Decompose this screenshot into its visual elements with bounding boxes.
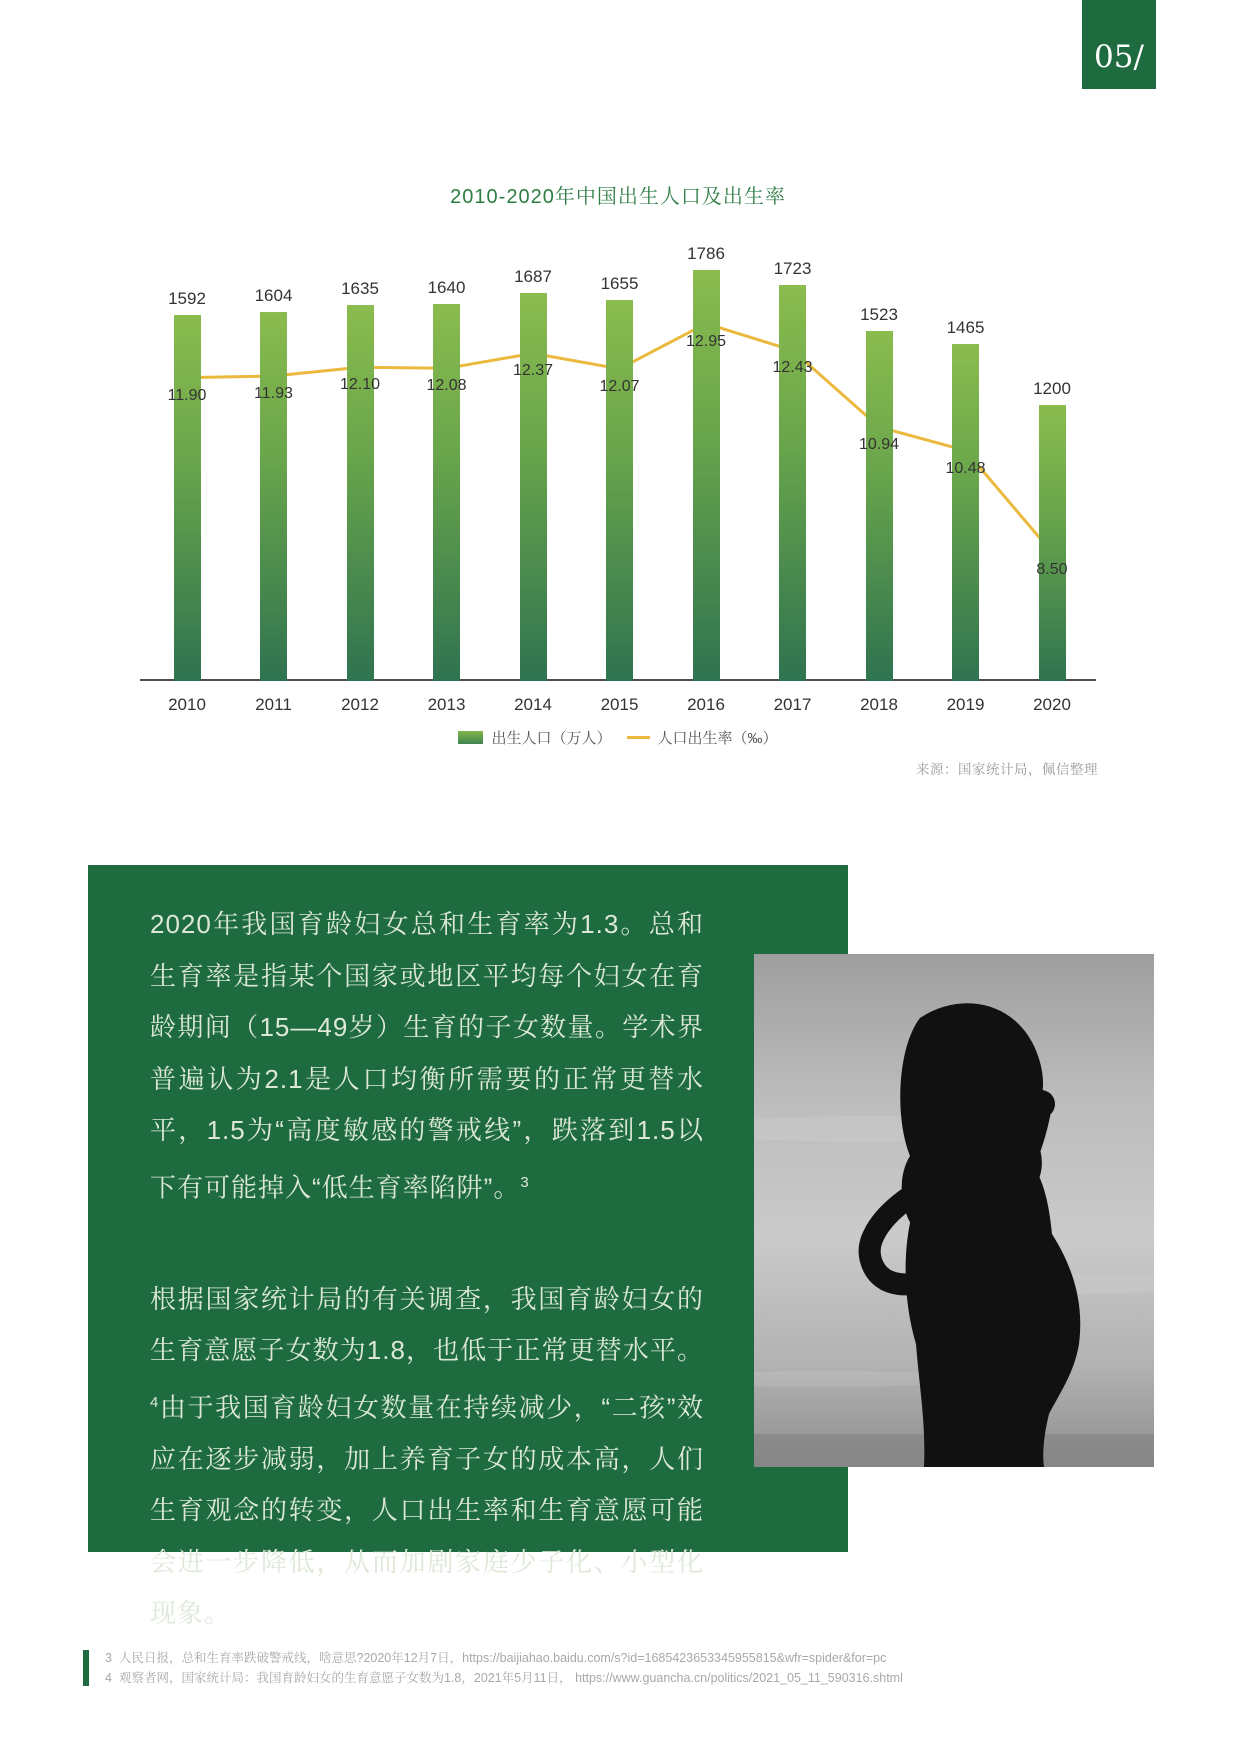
footnote-ref-3: 3	[520, 1173, 530, 1191]
footnote-accent-bar	[83, 1650, 89, 1686]
green-content-box	[88, 865, 848, 1629]
bar-value-label-2019: 1465	[946, 318, 985, 337]
rate-value-label-2011: 11.93	[254, 385, 293, 403]
bar-value-label-2020: 1200	[1033, 379, 1071, 398]
bar-value-label-2012: 1635	[341, 279, 379, 298]
footnotes	[83, 1648, 1183, 1688]
paragraph-2-text-a: 根据国家统计局的有关调查，我国育龄妇女的生育意愿子女数为1.8，也低于正常更替水平。	[150, 1283, 704, 1366]
x-axis-label-2013: 2013	[427, 695, 466, 714]
body-text	[150, 899, 704, 1640]
hand-at-face	[1027, 1090, 1055, 1118]
bar-value-label-2017: 1723	[773, 259, 812, 278]
x-axis-label-2017: 2017	[773, 695, 812, 714]
rate-value-label-2014: 12.37	[512, 362, 554, 380]
bar-value-label-2015: 1655	[600, 274, 639, 293]
legend-label-births: 出生人口（万人）	[491, 729, 612, 747]
x-axis-label-2014: 2014	[514, 695, 552, 714]
rate-value-label-2018: 10.94	[858, 435, 900, 453]
bar-value-label-2013: 1640	[427, 278, 466, 297]
x-axis-label-2018: 2018	[860, 695, 898, 714]
bar-2019	[952, 344, 979, 681]
bar-2013	[433, 304, 460, 681]
footnote-ref-4: 4	[150, 1393, 160, 1411]
bar-swatch-icon	[458, 731, 483, 744]
bar-2012	[347, 305, 374, 681]
bar-2017	[779, 285, 806, 681]
paragraph-2-text-b: 由于我国育龄妇女数量在持续减少，“二孩”效应在逐步减弱，加上养育子女的成本高，人们生育观念的转变，人口出生率和生育意愿可能会进一步降低，从而加剧家庭少子化、小型化现象。	[150, 1392, 704, 1629]
bar-value-label-2016: 1786	[687, 244, 725, 263]
rate-value-label-2012: 12.10	[339, 376, 381, 394]
rate-value-label-2016: 12.95	[685, 332, 727, 350]
bar-2020	[1039, 405, 1066, 681]
bar-value-label-2010: 1592	[168, 289, 206, 308]
head	[936, 1016, 1028, 1108]
rate-value-label-2010: 11.90	[167, 386, 207, 404]
x-axis-label-2012: 2012	[341, 695, 379, 714]
rate-value-label-2013: 12.08	[426, 377, 467, 395]
legend-item-births	[458, 727, 611, 748]
x-axis-label-2015: 2015	[600, 695, 639, 714]
legend-item-birth-rate	[627, 727, 778, 748]
rate-value-label-2019: 10.48	[945, 459, 986, 477]
page-number-text: 05/	[1094, 39, 1144, 75]
x-axis-label-2016: 2016	[687, 695, 725, 714]
line-swatch-icon	[627, 736, 650, 739]
footnote-4-text: 观察者网，国家统计局：我国育龄妇女的生育意愿子女数为1.8，2021年5月11日， https://www.guancha.cn/politics/2021_05_11_590316.shtml	[119, 1671, 903, 1685]
pregnant-woman-photo	[754, 954, 1154, 1467]
bar-2015	[606, 300, 633, 681]
chart-canvas	[0, 0, 1241, 780]
footnote-3-number: 3	[105, 1651, 112, 1665]
paragraph-1-text: 2020年我国育龄妇女总和生育率为1.3。总和生育率是指某个国家或地区平均每个妇女在育龄期间（15—49岁）生育的子女数量。学术界普遍认为2.1是人口均衡所需要的正常更替水平，1.5为“高度敏感的警戒线”，跌落到1.5以下有可能掉入“低生育率陷阱”。	[150, 909, 704, 1203]
footnote-4	[105, 1668, 1183, 1688]
chart-source: 来源：国家统计局，佩信整理	[916, 762, 1098, 777]
bar-2014	[520, 293, 547, 681]
rate-value-label-2020: 8.50	[1036, 561, 1068, 579]
x-axis-label-2019: 2019	[946, 695, 985, 714]
bar-2010	[174, 315, 201, 681]
x-axis-label-2011: 2011	[255, 695, 292, 714]
paragraph-2	[150, 1274, 704, 1640]
bar-value-label-2018: 1523	[860, 305, 898, 324]
bar-value-label-2011: 1604	[254, 286, 293, 305]
footnote-3	[105, 1648, 1183, 1668]
bar-2011	[260, 312, 287, 681]
footnote-4-number: 4	[105, 1671, 112, 1685]
chart-title: 2010-2020年中国出生人口及出生率	[450, 186, 786, 208]
bar-2018	[866, 331, 893, 681]
rate-value-label-2017: 12.43	[772, 359, 813, 377]
footnote-3-text: 人民日报，总和生育率跌破警戒线，啥意思?2020年12月7日，https://baijiahao.baidu.com/s?id=1685423653345955815&wfr=spider&for=pc	[119, 1651, 887, 1665]
rate-value-label-2015: 12.07	[599, 377, 640, 395]
x-axis-label-2010: 2010	[168, 695, 206, 714]
legend-label-birth-rate: 人口出生率（‰）	[657, 729, 778, 747]
paragraph-1	[150, 899, 704, 1214]
chart-legend	[140, 726, 1096, 748]
x-axis-label-2020: 2020	[1033, 695, 1071, 714]
bar-value-label-2014: 1687	[514, 267, 552, 286]
